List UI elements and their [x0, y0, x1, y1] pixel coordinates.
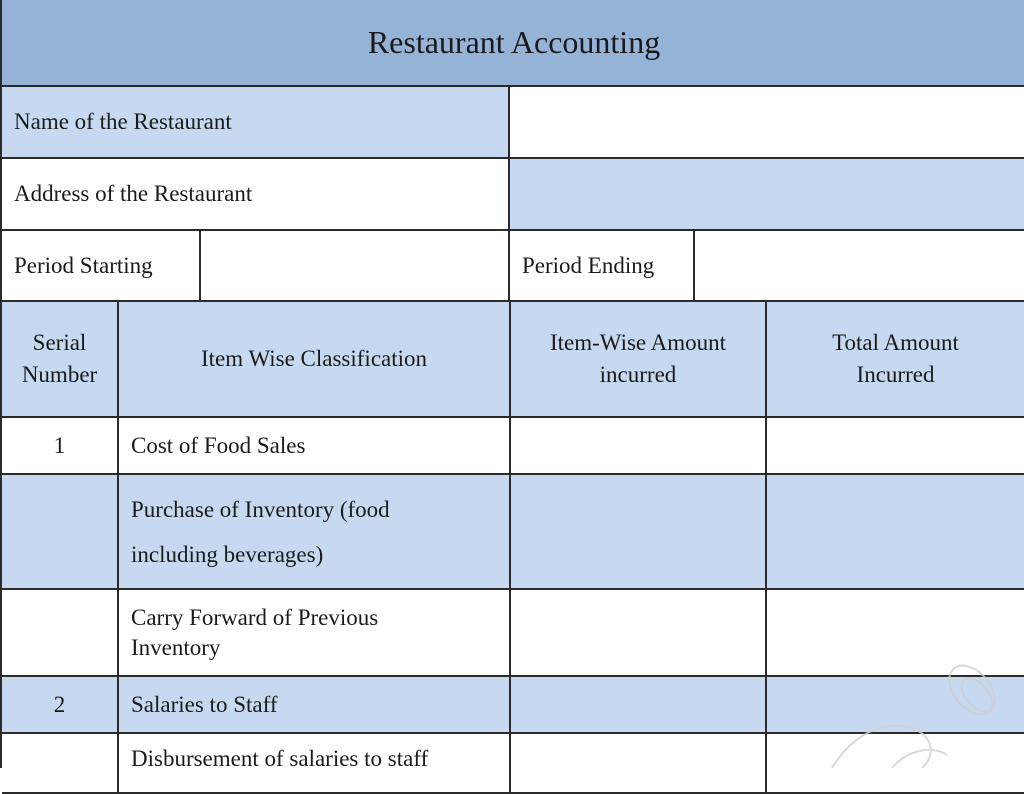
table-row-item: Salaries to Staff: [119, 677, 511, 734]
total-amount-field[interactable]: [767, 475, 1024, 590]
table-row-serial: 1: [2, 418, 119, 475]
period-ending-field[interactable]: [695, 231, 1024, 302]
table-row-item: Disbursement of salaries to staff: [119, 734, 511, 794]
item-amount-field[interactable]: [511, 475, 767, 590]
total-amount-field[interactable]: [767, 677, 1024, 734]
table-row-item: Carry Forward of Previous Inventory: [119, 590, 511, 677]
total-amount-field[interactable]: [767, 734, 1024, 794]
restaurant-name-field[interactable]: [510, 87, 1024, 159]
header-total-amount: Total Amount Incurred: [767, 302, 1024, 418]
table-row-serial: [2, 475, 119, 590]
table-row-serial: [2, 590, 119, 677]
form-title: Restaurant Accounting: [2, 0, 1024, 87]
period-starting-field[interactable]: [201, 231, 510, 302]
table-row-serial: 2: [2, 677, 119, 734]
period-ending-label: Period Ending: [510, 231, 695, 302]
total-amount-field[interactable]: [767, 590, 1024, 677]
period-starting-label: Period Starting: [2, 231, 201, 302]
table-row-item: Cost of Food Sales: [119, 418, 511, 475]
total-amount-field[interactable]: [767, 418, 1024, 475]
item-amount-field[interactable]: [511, 590, 767, 677]
item-amount-field[interactable]: [511, 418, 767, 475]
table-row-item: Purchase of Inventory (food including beverages): [119, 475, 511, 590]
header-item-wise-amount: Item-Wise Amount incurred: [511, 302, 767, 418]
header-serial-number: Serial Number: [2, 302, 119, 418]
item-amount-field[interactable]: [511, 677, 767, 734]
restaurant-address-label: Address of the Restaurant: [2, 159, 510, 231]
item-amount-field[interactable]: [511, 734, 767, 794]
header-item-wise-classification: Item Wise Classification: [119, 302, 511, 418]
restaurant-address-field[interactable]: [510, 159, 1024, 231]
table-row-serial: [2, 734, 119, 794]
restaurant-name-label: Name of the Restaurant: [2, 87, 510, 159]
